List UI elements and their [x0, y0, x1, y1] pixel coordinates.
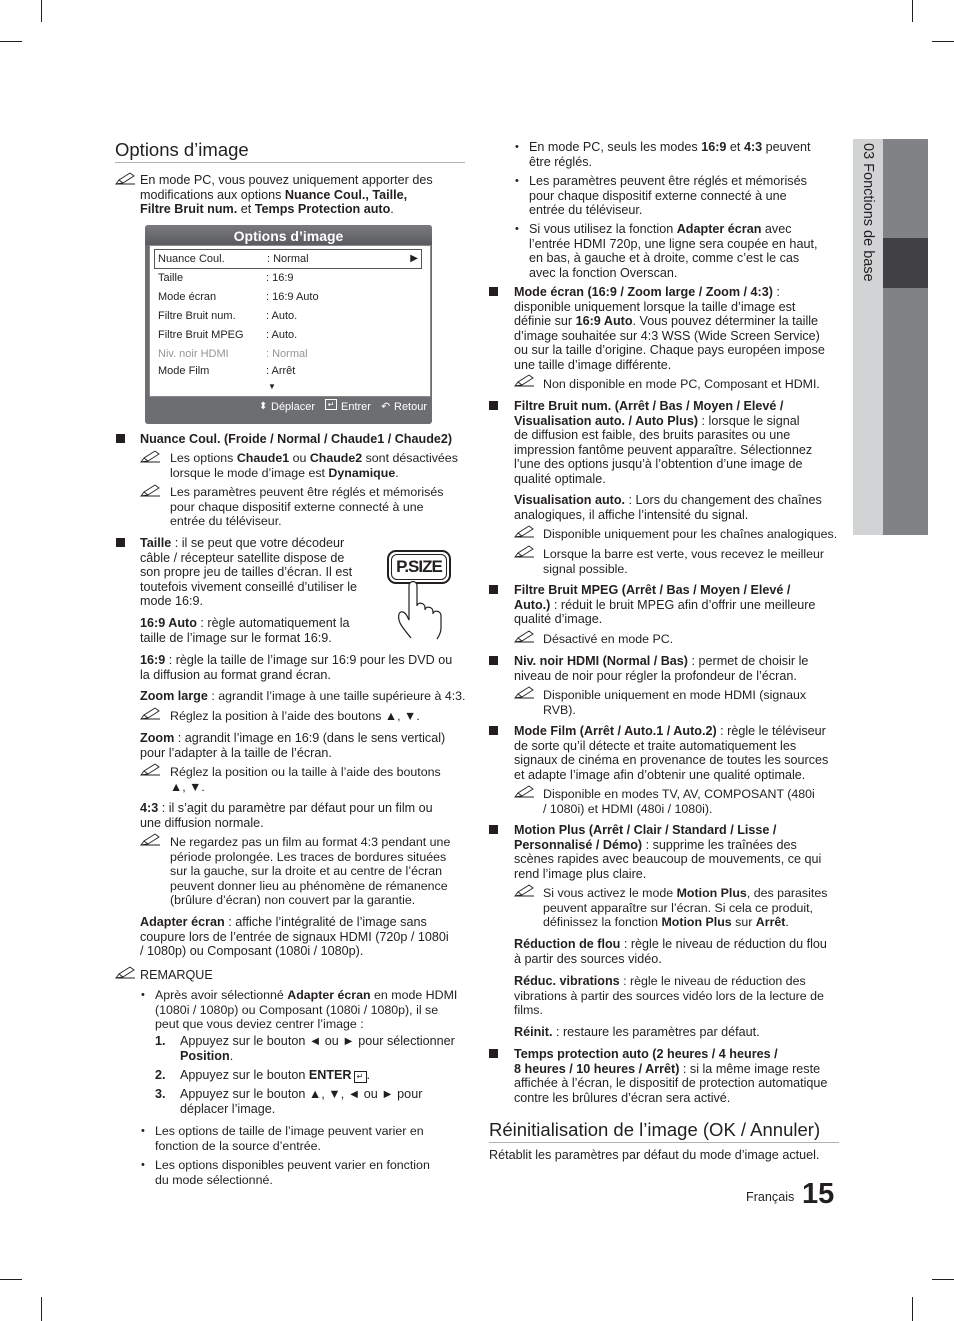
note-pen-icon [140, 833, 162, 847]
reinit: Réinit. : restaure les paramètres par défaut. [514, 1025, 760, 1039]
niv-noir-hdmi: Niv. noir HDMI (Normal / Bas) : permet de choisir le niveau de noir pour régler la profondeur de l’écran. [514, 654, 809, 683]
osd-row[interactable]: Taille : 16:9 [158, 272, 294, 284]
reset-text: Rétablit les paramètres par défaut du mode d’image actuel. [489, 1148, 820, 1162]
crop-mark [912, 1297, 913, 1321]
mode-film: Mode Film (Arrêt / Auto.1 / Auto.2) : règle le téléviseur de sorte qu’il détecte et traite automatiquement les signaux de cinéma en provenance de toutes les sources et adapte l’image afin d’obtenir une qualité optimale. [514, 724, 829, 782]
step-3: Appuyez sur le bouton ▲, ▼, ◄ ou ► pour déplacer l’image. [180, 1087, 423, 1116]
return-icon: ↶ [381, 401, 391, 413]
osd-menu [145, 225, 432, 424]
step-1: Appuyez sur le bouton ◄ ou ► pour sélectionner Position. [180, 1034, 455, 1063]
osd-footer [145, 397, 432, 424]
note-pen-icon [514, 630, 536, 644]
note-pen-icon [115, 172, 137, 186]
reduc-vibrations: Réduc. vibrations : règle le niveau de réduction des vibrations à partir des sources vidéo lors de la lecture de films. [514, 974, 824, 1018]
visualisation-auto: Visualisation auto. : Lors du changement des chaînes analogiques, il affiche l’intensité du signal. [514, 493, 822, 522]
bullet-dot: • [515, 175, 519, 187]
taille-zoomlarge: Zoom large : agrandit l’image à une taille supérieure à 4:3. [140, 689, 466, 703]
crop-mark [41, 1297, 42, 1321]
footer-language: Français [746, 1190, 795, 1204]
filtre-mpeg: Filtre Bruit MPEG (Arrêt / Bas / Moyen / Elevé / Auto.) : réduit le bruit MPEG afin d’offrir une meilleure qualité d’image. [514, 583, 816, 627]
temps-protection: Temps protection auto (2 heures / 4 heures / 8 heures / 10 heures / Arrêt) : si la même image reste affichée à l’écran, le dispositif de protection automatique contre les brûlures d’écran sera activé. [514, 1047, 828, 1105]
nuance-heading: Nuance Coul. (Froide / Normal / Chaude1 / Chaude2) [140, 432, 453, 446]
crop-mark [0, 41, 22, 42]
bullet-square [489, 585, 498, 594]
note-pen-icon [140, 707, 162, 721]
step-2: Appuyez sur le bouton ENTER ↵ . [180, 1068, 371, 1082]
filtre-mpeg-note: Désactivé en mode PC. [543, 632, 674, 646]
enter-icon: ↵ [325, 399, 337, 410]
bullet-dot: • [141, 989, 145, 1001]
crop-mark [41, 0, 42, 22]
crop-mark [0, 1279, 22, 1280]
note-pen-icon [140, 763, 162, 777]
osd-panel [149, 245, 431, 397]
osd-title: Options d’image [145, 225, 432, 245]
scroll-down-icon: ▼ [268, 382, 276, 391]
enter-icon: ↵ [354, 1071, 367, 1083]
title-rule [489, 1142, 839, 1143]
bullet-square [489, 287, 498, 296]
section-title: Options d’image [115, 139, 249, 160]
right-bullet-1: En mode PC, seuls les modes 16:9 et 4:3 peuvent être réglés. [529, 140, 811, 169]
step-num: 3. [155, 1087, 166, 1101]
taille-169auto: 16:9 Auto : règle automatiquement la taille de l’image sur le format 16:9. [140, 616, 350, 645]
bullet-dot: • [141, 1125, 145, 1137]
bullet-square [489, 825, 498, 834]
footer-back: Retour [394, 401, 428, 413]
motion-note: Si vous activez le mode Motion Plus, des parasites peuvent apparaître sur l’écran. Si cela ce produit, définissez la fonction Motion Plus sur Arrêt. [543, 886, 828, 930]
taille-text: Taille : il se peut que votre décodeur câble / récepteur satellite dispose de son propre jeu de tailles d’écran. Il est toutefois vivement conseillé d’utiliser le mode 16:9. [140, 536, 357, 609]
osd-row[interactable]: Filtre Bruit num. : Auto. [158, 310, 298, 322]
filtre-num: Filtre Bruit num. (Arrêt / Bas / Moyen / Elevé / Visualisation auto. / Auto Plus) : lorsque le signal de diffusion est faible, des bruits parasites ou une impression fantôme peuvent apparaître. Sélectionnez l’une des options jusqu’à l’obtention d’une image de qualité optimale. [514, 399, 813, 486]
section-side-tab [853, 139, 928, 535]
nuance-note-1: Les options Chaude1 ou Chaude2 sont désactivées lorsque le mode d’image est Dynamique. [170, 451, 458, 480]
bullet-dot: • [515, 223, 519, 235]
bullet-square [489, 726, 498, 735]
mode-ecran-note: Non disponible en mode PC, Composant et HDMI. [543, 377, 820, 391]
r43-note: Ne regardez pas un film au format 4:3 pendant une période prolongée. Les traces de bordures situées sur la gauche, sur la droite et au centre de l’écran peuvent donner lieu au phénomène de rémanence (brûlure d’écran) non couvert par la garantie. [170, 835, 451, 908]
note-pen-icon [115, 966, 137, 980]
crop-mark [912, 0, 913, 22]
osd-row[interactable]: Mode écran : 16:9 Auto [158, 291, 319, 303]
mode-ecran: Mode écran (16:9 / Zoom large / Zoom / 4:3) : disponible uniquement lorsque la taille d’image est définie sur 16:9 Auto. Vous pouvez déterminer la taille d’image souhaitée sur 4:3 WSS (Wide Screen Service) ou sur la taille d’origine. Chaque pays européen impose une taille d’image différente. [514, 285, 825, 372]
bullet-dot: • [141, 1159, 145, 1171]
right-bullet-2: Les paramètres peuvent être réglés et mémorisés pour chaque dispositif externe connecté à une entrée du téléviseur. [529, 174, 807, 218]
note-pen-icon [140, 450, 162, 464]
note-pen-icon [514, 686, 536, 700]
step-num: 1. [155, 1034, 166, 1048]
updown-icon: ⬍ [259, 401, 268, 412]
reset-title: Réinitialisation de l’image (OK / Annuler) [489, 1119, 821, 1140]
note-pen-icon [514, 545, 536, 559]
bullet-square [489, 1049, 498, 1058]
osd-row: Niv. noir HDMI : Normal [158, 348, 308, 360]
osd-row[interactable]: Filtre Bruit MPEG : Auto. [158, 329, 298, 341]
arrow-right-icon: ▶ [410, 253, 418, 264]
filtre-num-note-1: Disponible uniquement pour les chaînes analogiques. [543, 527, 838, 541]
psize-button: P.SIZE [391, 554, 447, 580]
hdmi-note: Disponible uniquement en mode HDMI (signaux RVB). [543, 688, 807, 717]
osd-row[interactable]: Mode Film : Arrêt [158, 365, 296, 377]
bullet-square [116, 538, 125, 547]
footer-enter: Entrer [341, 401, 371, 413]
remarque-b1: Après avoir sélectionné Adapter écran en mode HDMI (1080i / 1080p) ou Composant (1080i / 1080p), il se peut que vous deviez centrer l’image : [155, 988, 458, 1032]
remarque-b3: Les options disponibles peuvent varier en fonction du mode sélectionné. [155, 1158, 430, 1187]
bullet-dot: • [515, 141, 519, 153]
right-bullet-3: Si vous utilisez la fonction Adapter écran avec l’entrée HDMI 720p, une ligne sera coupée en haut, en bas, à gauche et à droite, comme c’est le cas avec la fonction Overscan. [529, 222, 818, 280]
motion-plus: Motion Plus (Arrêt / Clair / Standard / Lisse / Personnalisé / Démo) : supprime les traînées des scènes rapides avec beaucoup de mouvements, ce qui rend l’image plus claire. [514, 823, 822, 881]
intro-note: En mode PC, vous pouvez uniquement apporter des modifications aux options Nuance Coul., Taille, Filtre Bruit num. et Temps Protection auto. [140, 173, 433, 217]
remarque-b2: Les options de taille de l’image peuvent varier en fonction de la source d’entrée. [155, 1124, 424, 1153]
note-pen-icon [514, 785, 536, 799]
page-number: 15 [802, 1178, 835, 1210]
section-tab-label: 03 Fonctions de base [860, 143, 876, 282]
step-num: 2. [155, 1068, 166, 1082]
film-note: Disponible en modes TV, AV, COMPOSANT (480i / 1080i) et HDMI (480i / 1080i). [543, 787, 815, 816]
filtre-num-note-2: Lorsque la barre est verte, vous recevez le meilleur signal possible. [543, 547, 824, 576]
note-pen-icon [514, 884, 536, 898]
psize-remote-illustration [385, 548, 455, 640]
crop-mark [932, 1279, 954, 1280]
bullet-square [116, 434, 125, 443]
title-rule [115, 162, 465, 163]
zoom-note: Réglez la position ou la taille à l’aide des boutons ▲, ▼. [170, 765, 441, 794]
note-pen-icon [514, 374, 536, 388]
nuance-note-2: Les paramètres peuvent être réglés et mémorisés pour chaque dispositif externe connecté à une entrée du téléviseur. [170, 485, 444, 529]
crop-mark [932, 41, 954, 42]
taille-43: 4:3 : il s’agit du paramètre par défaut pour un film ou une diffusion normale. [140, 801, 433, 830]
zoomlarge-note: Réglez la position à l’aide des boutons ▲, ▼. [170, 709, 420, 723]
taille-adapter: Adapter écran : affiche l’intégralité de l’image sans coupure lors de l’entrée de signaux HDMI (720p / 1080i / 1080p) ou Composant (1080i / 1080p). [140, 915, 449, 959]
bullet-square [489, 656, 498, 665]
note-pen-icon [514, 525, 536, 539]
osd-row[interactable]: Nuance Coul. : Normal ▶ [154, 249, 422, 269]
remarque-title: REMARQUE [140, 968, 213, 982]
reduction-flou: Réduction de flou : règle le niveau de réduction du flou à partir des sources vidéo. [514, 937, 827, 966]
note-pen-icon [140, 484, 162, 498]
taille-169: 16:9 : règle la taille de l’image sur 16:9 pour les DVD ou la diffusion au format grand écran. [140, 653, 453, 682]
taille-zoom: Zoom : agrandit l’image en 16:9 (dans le sens vertical) pour l’adapter à la taille de l’écran. [140, 731, 446, 760]
bullet-square [489, 401, 498, 410]
footer-move: Déplacer [271, 401, 316, 413]
